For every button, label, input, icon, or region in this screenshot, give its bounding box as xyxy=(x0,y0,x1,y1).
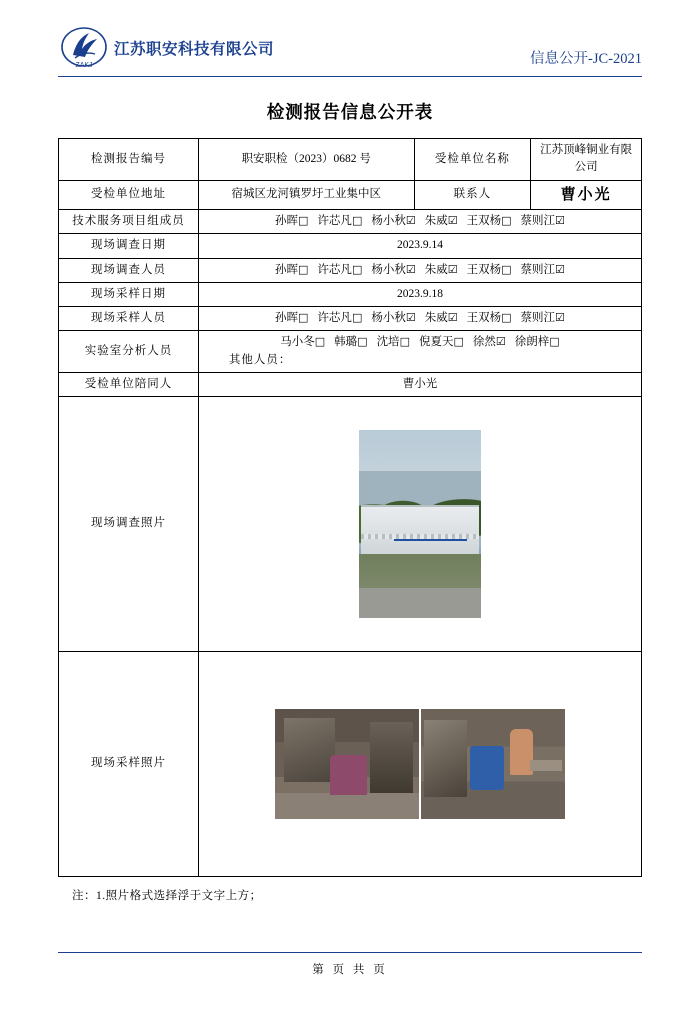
member-name: 朱威 xyxy=(424,263,448,276)
checkbox-unchecked-icon[interactable]: □ xyxy=(314,335,326,349)
checkbox-checked-icon[interactable]: ☑ xyxy=(447,262,458,276)
member-checkbox-item[interactable] xyxy=(425,262,458,279)
member-checkbox-item[interactable] xyxy=(334,334,367,351)
member-name: 蔡则江 xyxy=(520,263,555,276)
page-title: 检测报告信息公开表 xyxy=(266,102,434,122)
member-checkbox-item[interactable] xyxy=(371,213,415,230)
table-row xyxy=(59,282,642,306)
member-name: 王双杨 xyxy=(466,263,502,276)
report-no-value: 职安职检（2023）0682 号 xyxy=(198,139,414,181)
member-checkbox-item[interactable] xyxy=(419,334,464,351)
checkbox-checked-icon[interactable]: ☑ xyxy=(495,335,506,349)
table-row xyxy=(59,331,642,373)
member-checkbox-item[interactable] xyxy=(515,334,560,351)
company-name: 江苏职安科技有限公司 xyxy=(114,41,275,58)
table-row xyxy=(59,258,642,282)
checkbox-checked-icon[interactable]: ☑ xyxy=(447,214,458,227)
lab-staff-label: 实验室分析人员 xyxy=(59,331,199,373)
member-name: 王双杨 xyxy=(466,312,502,324)
member-name: 朱威 xyxy=(424,312,448,324)
checkbox-checked-icon[interactable]: ☑ xyxy=(555,311,565,324)
checkbox-unchecked-icon[interactable]: □ xyxy=(453,335,464,349)
member-checkbox-item[interactable] xyxy=(377,334,410,351)
member-name: 杨小秋 xyxy=(371,215,406,227)
sampling-photo-image-2 xyxy=(421,709,565,819)
member-name: 许芯凡 xyxy=(317,263,352,276)
checkbox-unchecked-icon[interactable]: □ xyxy=(501,214,512,227)
table-row xyxy=(59,234,642,258)
survey-staff-label: 现场调查人员 xyxy=(59,258,199,282)
checkbox-unchecked-icon[interactable]: □ xyxy=(351,311,363,324)
member-checkbox-item[interactable] xyxy=(317,213,362,230)
checkbox-unchecked-icon[interactable]: □ xyxy=(501,262,512,276)
member-checkbox-item[interactable] xyxy=(467,310,512,327)
member-checkbox-item[interactable] xyxy=(275,213,308,230)
page-number: 第 页 共 页 xyxy=(312,964,388,976)
checkbox-unchecked-icon[interactable]: □ xyxy=(298,214,309,227)
member-checkbox-item[interactable] xyxy=(425,310,458,327)
accompany-label: 受检单位陪同人 xyxy=(59,372,199,396)
checkbox-unchecked-icon[interactable]: □ xyxy=(399,335,410,349)
member-name: 徐然 xyxy=(472,336,496,349)
member-list xyxy=(203,213,637,230)
table-row xyxy=(59,210,642,234)
checkbox-unchecked-icon[interactable]: □ xyxy=(351,214,363,227)
table-row-survey-photo xyxy=(59,397,642,652)
member-name: 许芯凡 xyxy=(317,312,352,324)
member-checkbox-item[interactable] xyxy=(371,310,415,327)
member-list xyxy=(203,310,637,327)
member-name: 杨小秋 xyxy=(371,263,406,276)
sampling-staff-label: 现场采样人员 xyxy=(59,307,199,331)
checkbox-checked-icon[interactable]: ☑ xyxy=(405,311,416,324)
member-checkbox-item[interactable] xyxy=(425,213,458,230)
member-name: 孙晖 xyxy=(275,312,299,324)
member-name: 沈培 xyxy=(376,336,400,349)
member-name: 倪夏天 xyxy=(418,336,454,349)
table-row xyxy=(59,180,642,210)
member-checkbox-item[interactable] xyxy=(317,262,362,279)
member-list xyxy=(203,262,637,279)
document-header xyxy=(58,22,642,74)
sampling-date-value: 2023.9.18 xyxy=(198,282,641,306)
member-name: 杨小秋 xyxy=(371,312,406,324)
member-name: 蔡则江 xyxy=(520,215,555,227)
checkbox-checked-icon[interactable]: ☑ xyxy=(555,262,565,276)
table-row xyxy=(59,307,642,331)
table-row-sampling-photo xyxy=(59,652,642,877)
survey-staff-members xyxy=(198,258,641,282)
member-name: 孙晖 xyxy=(275,263,299,276)
member-checkbox-item[interactable] xyxy=(275,310,308,327)
member-checkbox-item[interactable] xyxy=(473,334,506,351)
member-checkbox-item[interactable] xyxy=(371,262,415,279)
checkbox-unchecked-icon[interactable]: □ xyxy=(298,262,309,276)
client-address-value: 宿城区龙河镇罗圩工业集中区 xyxy=(198,180,414,210)
sampling-photo-image-1 xyxy=(275,709,419,819)
checkbox-checked-icon[interactable]: ☑ xyxy=(555,214,565,227)
client-name-label: 受检单位名称 xyxy=(414,139,531,181)
survey-photo-cell xyxy=(198,397,641,652)
member-checkbox-item[interactable] xyxy=(275,262,308,279)
report-no-label: 检测报告编号 xyxy=(59,139,199,181)
sampling-photo-label: 现场采样照片 xyxy=(59,652,199,877)
member-checkbox-item[interactable] xyxy=(317,310,362,327)
checkbox-unchecked-icon[interactable]: □ xyxy=(357,335,368,349)
member-name: 许芯凡 xyxy=(317,215,352,227)
member-list xyxy=(203,334,637,351)
member-checkbox-item[interactable] xyxy=(467,262,512,279)
company-logo-icon xyxy=(58,25,110,71)
table-row xyxy=(59,139,642,181)
member-name: 蔡则江 xyxy=(520,312,555,324)
document-footer xyxy=(58,952,642,977)
member-name: 徐朗梓 xyxy=(514,336,550,349)
client-name-value: 江苏顶峰铜业有限公司 xyxy=(531,139,642,181)
svg-text:ZAKJ: ZAKJ xyxy=(75,62,93,69)
other-staff-label: 其他人员： xyxy=(228,353,292,366)
checkbox-checked-icon[interactable]: ☑ xyxy=(405,214,416,227)
sampling-staff-members xyxy=(198,307,641,331)
contact-label: 联系人 xyxy=(414,180,531,210)
contact-value: 曹小光 xyxy=(531,180,642,210)
survey-date-value: 2023.9.14 xyxy=(198,234,641,258)
checkbox-checked-icon[interactable]: ☑ xyxy=(405,262,416,276)
checkbox-checked-icon[interactable]: ☑ xyxy=(447,311,458,324)
tech-team-label: 技术服务项目组成员 xyxy=(59,210,199,234)
lab-staff-members xyxy=(198,331,641,373)
client-address-label: 受检单位地址 xyxy=(59,180,199,210)
member-name: 朱威 xyxy=(424,215,448,227)
survey-photo-label: 现场调查照片 xyxy=(59,397,199,652)
checkbox-unchecked-icon[interactable]: □ xyxy=(501,311,512,324)
header-divider xyxy=(58,76,642,77)
document-code: 信息公开-JC-2021 xyxy=(530,51,642,67)
member-name: 马小冬 xyxy=(280,336,315,349)
member-name: 孙晖 xyxy=(275,215,299,227)
footer-divider xyxy=(58,952,642,953)
table-note: 注：1.照片格式选择浮于文字上方； xyxy=(72,890,262,902)
table-row xyxy=(59,372,642,396)
sampling-date-label: 现场采样日期 xyxy=(59,282,199,306)
document-page xyxy=(0,22,700,1011)
sampling-photo-cell xyxy=(198,652,641,877)
member-checkbox-item[interactable] xyxy=(521,262,565,279)
member-name: 韩璐 xyxy=(334,336,358,349)
member-checkbox-item[interactable] xyxy=(521,213,565,230)
member-checkbox-item[interactable] xyxy=(467,213,512,230)
survey-photo-image xyxy=(359,430,481,618)
checkbox-unchecked-icon[interactable]: □ xyxy=(298,311,309,324)
tech-team-members xyxy=(198,210,641,234)
member-checkbox-item[interactable] xyxy=(280,334,325,351)
accompany-value: 曹小光 xyxy=(198,372,641,396)
member-checkbox-item[interactable] xyxy=(521,310,565,327)
survey-date-label: 现场调查日期 xyxy=(59,234,199,258)
report-info-table xyxy=(58,138,642,877)
checkbox-unchecked-icon[interactable]: □ xyxy=(351,262,363,276)
checkbox-unchecked-icon[interactable]: □ xyxy=(549,335,560,349)
member-name: 王双杨 xyxy=(466,215,502,227)
